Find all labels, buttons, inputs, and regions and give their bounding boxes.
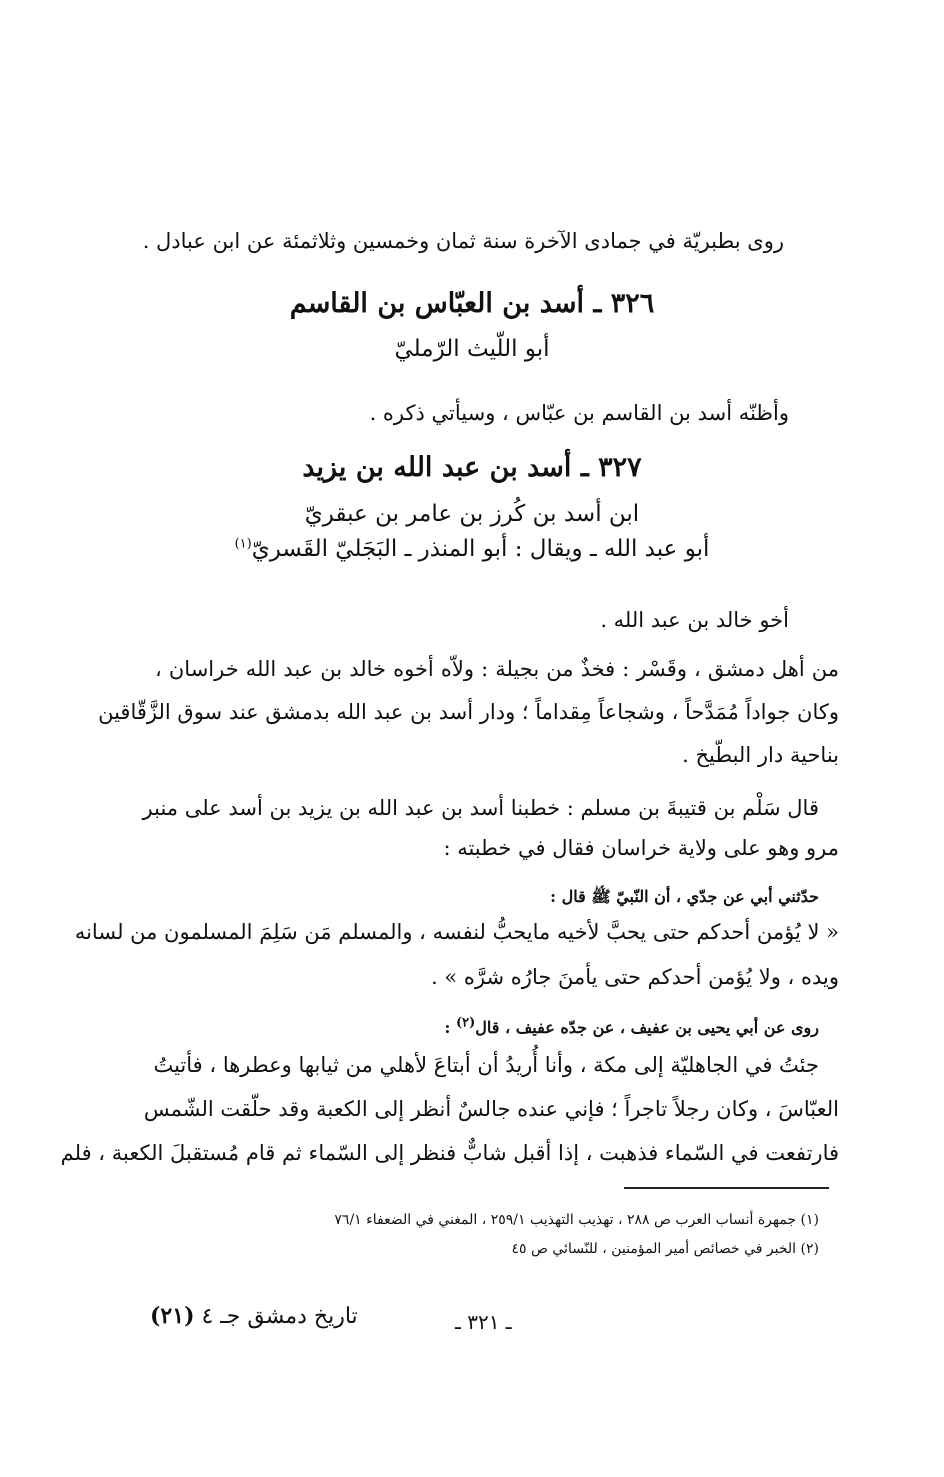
entry-327-kunya [0,536,944,562]
entry-327-heading: ٣٢٧ ـ أسد بن عبد الله بن يزيد [302,452,642,483]
entry-327-lineage: ابن أسد بن كُرز بن عامر بن عبقريّ [304,501,640,527]
footnote-separator [624,1187,829,1189]
narrative-line-3: فارتفعت في السّماء فذهبت ، إذا أقبل شابٌّ فنظر إلى السّماء ثم قام مُستقبلَ الكعبة ، فلم [60,1141,839,1165]
entry-326-kunya: أبو اللّيث الرّمليّ [394,336,550,362]
isnad-line-2 [444,1015,819,1037]
entry-326-heading: ٣٢٦ ـ أسد بن العبّاس بن القاسم [289,288,655,319]
paragraph-origin-line-2: وكان جواداً مُمَدَّحاً ، وشجاعاً مِقداماً ؛ ودار أسد بن عبد الله بدمشق عند سوق الزَّقّاقين [98,700,839,724]
footer-title-text: تاريخ دمشق جـ ٤ [201,1304,358,1329]
entry-327-kunya-text: أبو عبد الله ـ ويقال : أبو المنذر ـ البَجَليّ القَسريّ [251,536,710,562]
entry-326-note: وأظنّه أسد بن القاسم بن عبّاس ، وسيأتي ذكره . [369,401,789,425]
isnad-2-end: : [444,1018,456,1037]
paragraph-origin-line-1: من أهل دمشق ، وقَسْر : فخذٌ من بجيلة : ولاّه أخوه خالد بن عبد الله خراسان ، [155,657,839,681]
footer-book-title [150,1303,358,1329]
isnad-line-1: حدّثني أبي عن جدّي ، أن النّبيّ ﷺ قال : [550,887,819,906]
hadith-line-1: « لا يُؤمن أحدكم حتى يحبَّ لأخيه مايحبُّ لنفسه ، والمسلم مَن سَلِمَ المسلمون من لسانه [74,920,839,944]
paragraph-origin-line-3: بناحية دار البطّيخ . [682,743,839,767]
footer-volume-mark: (٢١) [150,1303,195,1329]
page-number: ـ ٣٢١ ـ [455,1310,512,1334]
paragraph-brother: أخو خالد بن عبد الله . [600,608,789,632]
footnote-marker-1: (١) [234,536,252,552]
footnote-2: (٢) الخبر في خصائص أمير المؤمنين ، للنّسائي ص ٤٥ [511,1241,819,1257]
narrative-line-1: جئتُ في الجاهليّة إلى مكة ، وأنا أُريدُ أن أبتاعَ لأهلي من ثيابها وعطرها ، فأتيتُ [153,1053,819,1077]
isnad-2-text: روى عن أبي يحيى بن عفيف ، عن جدّه عفيف ، قال [475,1018,819,1037]
intro-line: روى بطبريّة في جمادى الآخرة سنة ثمان وخمسين وثلاثمئة عن ابن عبادل . [142,229,784,253]
footnote-marker-2: (٢) [455,1015,476,1031]
paragraph-sermon-line-2: مرو وهو على ولاية خراسان فقال في خطبته : [443,836,839,860]
paragraph-sermon-line-1: قال سَلْم بن قتيبةَ بن مسلم : خطبنا أسد بن عبد الله بن يزيد بن أسد على منبر [142,796,819,820]
narrative-line-2: العبّاسَ ، وكان رجلاً تاجراً ؛ فإني عنده جالسٌ أنظر إلى الكعبة وقد حلّقت الشّمس [143,1097,839,1121]
hadith-line-2: ويده ، ولا يُؤمن أحدكم حتى يأمنَ جارُه شرَّه » . [431,965,839,989]
footnote-1: (١) جمهرة أنساب العرب ص ٢٨٨ ، تهذيب التهذيب ٢٥٩/١ ، المغني في الضعفاء ٧٦/١ [334,1212,819,1228]
